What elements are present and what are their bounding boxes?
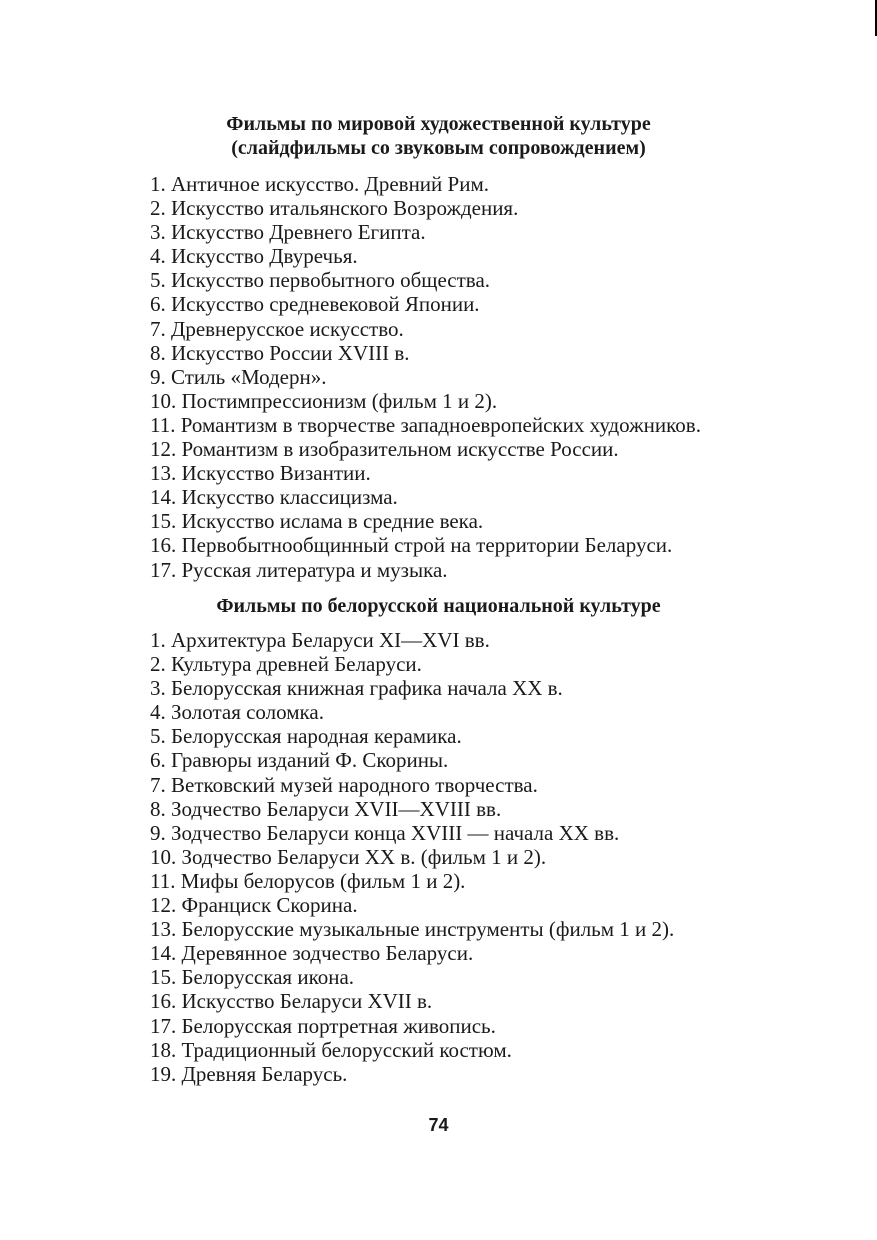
list-item: 17. Белорусская портретная живопись.: [150, 1013, 496, 1038]
list-item: 13. Искусство Византии.: [150, 461, 371, 486]
list-item: 2. Искусство итальянского Возрождения.: [150, 196, 519, 221]
list-item: 3. Белорусская книжная графика начала XX в.: [150, 676, 563, 701]
belarusian-culture-film-list: [150, 628, 674, 1086]
list-item: 6. Искусство средневековой Японии.: [150, 292, 480, 317]
list-item: 3. Искусство Древнего Египта.: [150, 220, 426, 245]
page-number: 74: [428, 1115, 449, 1135]
list-item: 15. Искусство ислама в средние века.: [150, 509, 484, 534]
list-item: 12. Романтизм в изобразительном искусстве России.: [150, 437, 619, 462]
section-title-belarusian-culture: Фильмы по белорусской национальной культуре: [216, 595, 661, 617]
list-item: 16. Искусство Беларуси XVII в.: [150, 989, 433, 1014]
list-item: 8. Искусство России XVIII в.: [150, 340, 410, 365]
list-item: 16. Первобытнообщинный строй на территории Беларуси.: [150, 533, 673, 558]
list-item: 1. Античное искусство. Древний Рим.: [150, 172, 489, 196]
list-item: 8. Зодчество Беларуси XVII—XVIII вв.: [150, 796, 502, 821]
list-item: 13. Белорусские музыкальные инструменты (фильм 1 и 2).: [150, 917, 675, 942]
list-item: 14. Искусство классицизма.: [150, 485, 398, 510]
list-item: 7. Древнерусское искусство.: [150, 316, 404, 341]
list-item: 18. Традиционный белорусский костюм.: [150, 1037, 512, 1062]
list-item: 6. Гравюры изданий Ф. Скорины.: [150, 748, 449, 773]
list-item: 1. Архитектура Беларуси XI—XVI вв.: [150, 628, 490, 652]
list-item: 7. Ветковский музей народного творчества.: [150, 772, 538, 797]
list-item: 15. Белорусская икона.: [150, 965, 355, 990]
list-item: 10. Постимпрессионизм (фильм 1 и 2).: [150, 388, 498, 413]
section-title-line-1: Фильмы по мировой художественной культуре: [226, 113, 651, 135]
list-item: 11. Романтизм в творчестве западноевропейских художников.: [150, 412, 701, 437]
list-item: 5. Искусство первобытного общества.: [150, 268, 491, 293]
list-item: 17. Русская литература и музыка.: [150, 557, 448, 582]
list-item: 4. Искусство Двуречья.: [150, 244, 358, 269]
list-item: 10. Зодчество Беларуси XX в. (фильм 1 и 2).: [150, 844, 547, 869]
list-item: 11. Мифы белорусов (фильм 1 и 2).: [150, 868, 466, 893]
list-item: 4. Золотая соломка.: [150, 700, 324, 725]
list-item: 9. Стиль «Модерн».: [150, 364, 327, 389]
list-item: 9. Зодчество Беларуси конца XVIII — начала XX вв.: [150, 820, 620, 845]
world-culture-film-list: [150, 172, 701, 582]
list-item: 19. Древняя Беларусь.: [150, 1061, 348, 1086]
section-title-world-culture: [0, 112, 877, 160]
list-item: 2. Культура древней Беларуси.: [150, 652, 422, 677]
section-title-line-2: (слайдфильмы со звуковым сопровождением): [231, 137, 646, 159]
list-item: 5. Белорусская народная керамика.: [150, 724, 462, 749]
list-item: 14. Деревянное зодчество Беларуси.: [150, 941, 474, 966]
list-item: 12. Франциск Скорина.: [150, 893, 358, 918]
